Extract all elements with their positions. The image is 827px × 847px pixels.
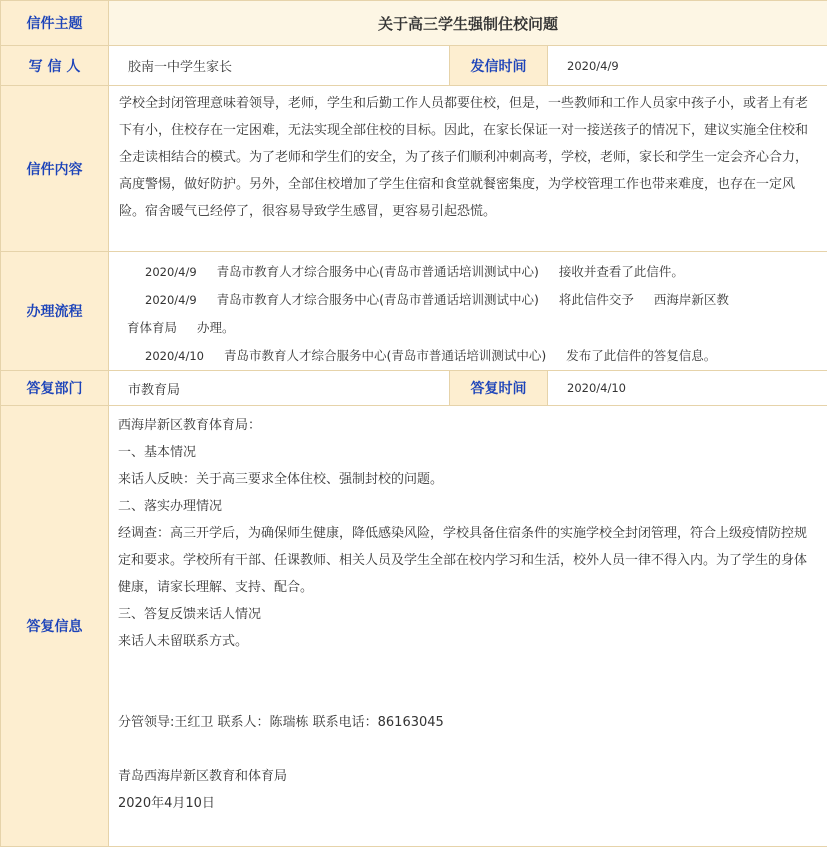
process-row xyxy=(1,252,827,371)
process-step xyxy=(127,286,817,314)
reply-info-label: 答复信息 xyxy=(1,406,109,847)
content-label: 信件内容 xyxy=(1,86,109,252)
writer-value: 胶南一中学生家长 xyxy=(109,46,450,86)
letter-content: 学校全封闭管理意味着领导，老师，学生和后勤工作人员都要住校，但是，一些教师和工作人员家中孩子小，或者上有老下有小，住校存在一定困难，无法实现全部住校的目标。因此，在家长保证一对一接送孩子的情况下，建议实施全住校和全走读相结合的模式。为了老师和学生们的安全，为了孩子们顺利冲刺高考，学校，老师，家长和学生一定会齐心合力，高度警惕，做好防护。另外，全部住校增加了学生住宿和食堂就餐密集度，为学校管理工作也带来难度，也存在一定风险。宿舍暖气已经停了，很容易导致学生感冒，更容易引起恐慌。 xyxy=(109,86,827,252)
reply-time-label: 答复时间 xyxy=(450,371,548,406)
process-org: 青岛市教育人才综合服务中心(青岛市普通话培训测试中心) xyxy=(217,264,539,279)
send-time-value: 2020/4/9 xyxy=(548,46,827,86)
reply-line: 一、基本情况 xyxy=(118,439,817,466)
process-org: 青岛市教育人才综合服务中心(青岛市普通话培训测试中心) xyxy=(224,348,546,363)
subject-label: 信件主题 xyxy=(1,1,109,46)
reply-org: 青岛西海岸新区教育和体育局 xyxy=(118,763,817,790)
process-target: 西海岸新区教 xyxy=(654,292,729,307)
process-step xyxy=(127,342,817,370)
content-row xyxy=(1,86,827,252)
process-org: 青岛市教育人才综合服务中心(青岛市普通话培训测试中心) xyxy=(217,292,539,307)
writer-row xyxy=(1,46,827,86)
process-action: 将此信件交予 xyxy=(559,292,634,307)
reply-dept-row xyxy=(1,371,827,406)
subject-row xyxy=(1,1,827,46)
reply-contact: 分管领导:王红卫 联系人：陈瑞栋 联系电话：86163045 xyxy=(118,709,817,736)
reply-body xyxy=(109,406,827,847)
reply-line: 西海岸新区教育体育局： xyxy=(118,412,817,439)
process-action: 接收并查看了此信件。 xyxy=(559,264,684,279)
reply-line: 来话人反映：关于高三要求全体住校、强制封校的问题。 xyxy=(118,466,817,493)
process-date: 2020/4/9 xyxy=(145,265,197,279)
reply-line: 三、答复反馈来话人情况 xyxy=(118,601,817,628)
writer-label: 写 信 人 xyxy=(1,46,109,86)
process-label: 办理流程 xyxy=(1,252,109,371)
reply-info-row xyxy=(1,406,827,847)
process-action: 办理。 xyxy=(197,320,235,335)
reply-line: 二、落实办理情况 xyxy=(118,493,817,520)
reply-line: 来话人未留联系方式。 xyxy=(118,628,817,655)
send-time-label: 发信时间 xyxy=(450,46,548,86)
reply-dept-label: 答复部门 xyxy=(1,371,109,406)
process-date: 2020/4/9 xyxy=(145,293,197,307)
process-list xyxy=(109,252,827,371)
reply-date: 2020年4月10日 xyxy=(118,790,817,817)
process-target-cont: 育体育局 xyxy=(127,320,177,335)
reply-dept-value: 市教育局 xyxy=(109,371,450,406)
process-step-continued xyxy=(127,314,817,342)
process-date: 2020/4/10 xyxy=(145,349,204,363)
reply-time-value: 2020/4/10 xyxy=(548,371,827,406)
subject-title: 关于高三学生强制住校问题 xyxy=(109,1,827,46)
reply-line: 经调查：高三开学后，为确保师生健康，降低感染风险，学校具备住宿条件的实施学校全封闭管理，符合上级疫情防控规定和要求。学校所有干部、任课教师、相关人员及学生全部在校内学习和生活，校外人员一律不得入内。为了学生的身体健康，请家长理解、支持、配合。 xyxy=(118,520,817,601)
process-action: 发布了此信件的答复信息。 xyxy=(566,348,716,363)
process-step xyxy=(127,258,817,286)
